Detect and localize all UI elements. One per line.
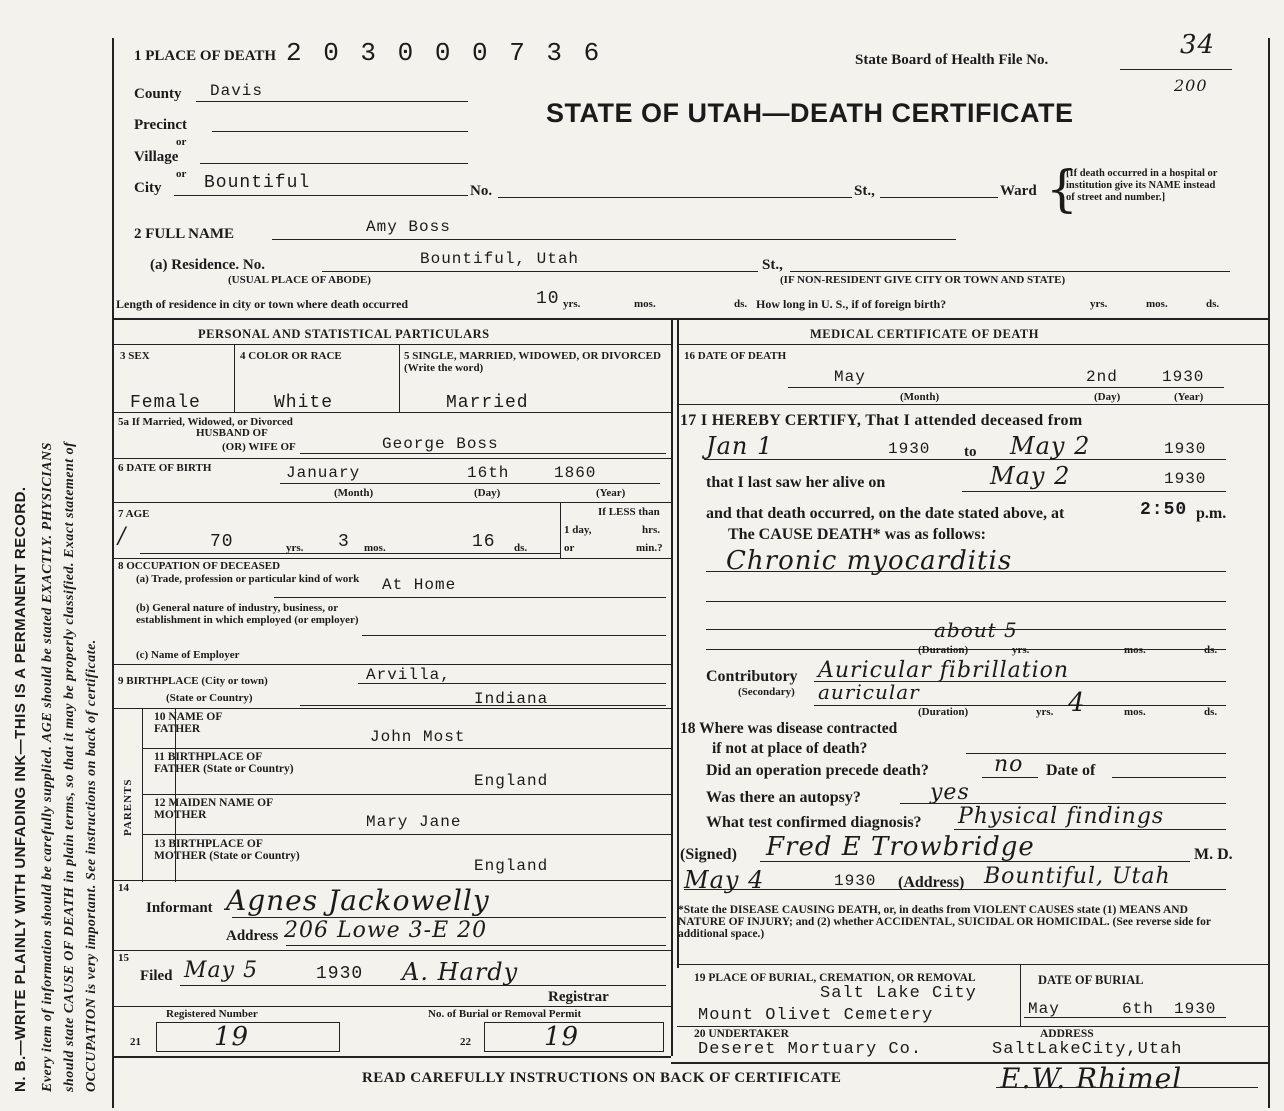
autopsy-label: Was there an autopsy? [706, 789, 861, 806]
full-name-label: 2 FULL NAME [134, 226, 235, 242]
burial-day: 6th [1122, 1000, 1154, 1018]
filed-date: May 5 [184, 958, 259, 983]
age-line [140, 536, 560, 554]
rule-after-mother [142, 834, 671, 835]
contrib-mos: mos. [1124, 706, 1146, 718]
signed-line [760, 846, 1190, 862]
full-name-value: Amy Boss [366, 218, 451, 236]
informant-label: Informant [146, 900, 213, 916]
attended-line [704, 442, 1226, 460]
cemetery-value: Mount Olivet Cemetery [698, 1006, 934, 1025]
contrib-duration-line [814, 692, 1226, 706]
age-label: 7 AGE [118, 508, 150, 520]
registered-number-label: Registered Number [166, 1008, 258, 1020]
operation-date-label: Date of [1046, 762, 1096, 779]
occupation-b-line [362, 622, 666, 636]
color-value: White [274, 393, 334, 413]
cause-line-1 [706, 556, 1226, 572]
informant-address-label: Address [226, 928, 279, 944]
street-label: St., [854, 183, 875, 199]
rule-after-sex [114, 412, 671, 413]
sex-label: 3 SEX [120, 350, 150, 362]
burial-place-value: Salt Lake City [820, 984, 977, 1003]
cause-duration-value: about 5 [934, 618, 1018, 642]
footer-signature-line [996, 1072, 1258, 1088]
rule-center-divider [671, 318, 673, 1056]
death-date-line [788, 370, 1224, 388]
death-day: 2nd [1086, 368, 1118, 386]
or-label-2: or [176, 168, 187, 180]
length-residence-label: Length of residence in city or town where death occurred [116, 297, 409, 311]
age-years: 70 [210, 532, 234, 552]
rule-after-husband [114, 458, 671, 459]
file-number-line [1120, 52, 1232, 70]
ward-line [880, 180, 998, 198]
birthplace-city: Arvilla, [366, 666, 451, 684]
last-saw-line [962, 474, 1226, 492]
undertaker-value: Deseret Mortuary Co. [698, 1040, 923, 1059]
death-month: May [834, 368, 866, 386]
employer-label: (c) Name of Employer [136, 649, 240, 661]
stamp-number: 2 0 3 0 0 0 7 3 6 [286, 38, 603, 68]
residence-label: (a) Residence. No. [150, 257, 265, 273]
dob-month-caption: (Month) [334, 487, 374, 499]
burial-permit-label: No. of Burial or Removal Permit [428, 1008, 582, 1020]
death-year-caption: (Year) [1174, 391, 1204, 403]
operation-label: Did an operation precede death? [706, 762, 929, 779]
length-mos: mos. [634, 298, 656, 310]
test-value: Physical findings [958, 804, 1165, 829]
rule-sex-color [234, 344, 235, 412]
permit-number: 19 [544, 1022, 580, 1052]
rule-parents-left [142, 708, 143, 882]
length-ds: ds. [734, 298, 748, 310]
marital-label: 5 SINGLE, MARRIED, WIDOWED, OR DIVORCED (Write the word) [404, 350, 661, 374]
rule-after-mother-bp [114, 880, 671, 881]
informant-address-line [286, 930, 666, 946]
medical-heading: MEDICAL CERTIFICATE OF DEATH [810, 327, 1039, 341]
burial-date-label: DATE OF BURIAL [1038, 973, 1144, 987]
city-value: Bountiful [204, 173, 311, 193]
filed-line [180, 970, 666, 986]
last-saw-year: 1930 [1164, 470, 1207, 488]
operation-value: no [994, 752, 1024, 777]
dob-line [280, 466, 660, 484]
operation-line [982, 762, 1038, 778]
husband-label-2: HUSBAND OF [196, 427, 268, 439]
signed-date: May 4 [684, 866, 765, 894]
permit-number-prefix: 22 [460, 1036, 471, 1048]
occupation-a-label: (a) Trade, profession or particular kind of work [136, 573, 360, 585]
undertaker-label: 20 UNDERTAKER [694, 1028, 789, 1040]
age-days: 16 [472, 532, 496, 552]
death-pm: p.m. [1196, 505, 1227, 522]
how-long-us-label: How long in U. S., if of foreign birth? [756, 297, 947, 311]
parents-label: PARENTS [122, 778, 134, 836]
hrs-label: hrs. [642, 524, 661, 536]
rule-bottom-left [114, 1056, 671, 1058]
residence-street-line [790, 254, 1230, 272]
registered-number: 19 [214, 1022, 250, 1052]
operation-date-line [1112, 762, 1226, 778]
cause-mos: mos. [1124, 644, 1146, 656]
county-value: Davis [210, 82, 264, 100]
burial-place-label: 19 PLACE OF BURIAL, CREMATION, OR REMOVAL [694, 972, 976, 984]
dob-year-caption: (Year) [596, 487, 626, 499]
death-occurred-label: and that death occurred, on the date stated above, at [706, 505, 1065, 522]
dob-month: January [286, 464, 361, 482]
place-of-death-label: 1 PLACE OF DEATH [134, 48, 277, 64]
birthplace-state-label: (State or Country) [166, 692, 253, 704]
rule-after-age [114, 558, 671, 559]
attended-to-date: May 2 [1010, 432, 1091, 460]
attended-to-year: 1930 [1164, 440, 1207, 458]
or-label-1: or [176, 136, 187, 148]
mother-birthplace-label: 13 BIRTHPLACE OF MOTHER (State or Country) [154, 838, 300, 862]
sex-value: Female [130, 393, 201, 413]
burial-date-line [1024, 1002, 1226, 1018]
color-label: 4 COLOR OR RACE [240, 350, 342, 362]
dob-day-caption: (Day) [474, 487, 501, 499]
age-mos-label: mos. [364, 542, 386, 554]
signed-address-label: (Address) [898, 874, 965, 891]
length-yrs: yrs. [563, 298, 581, 310]
informant-value: Agnes Jackowelly [226, 884, 490, 917]
rule-personal-head [114, 344, 671, 345]
filed-year: 1930 [316, 964, 364, 984]
mother-birthplace: England [474, 857, 549, 875]
less-than-label: If LESS than [598, 506, 660, 518]
occupation-label: 8 OCCUPATION OF DECEASED [118, 560, 281, 572]
mother-name-label: 12 MAIDEN NAME OF MOTHER [154, 797, 273, 821]
dob-day: 16th [467, 464, 510, 482]
file-number-label: State Board of Health File No. [855, 52, 1049, 68]
rule-before-registered [114, 1006, 671, 1007]
rule-age-lessthan [560, 502, 561, 558]
rule-burial-divider [1020, 964, 1021, 1026]
death-day-caption: (Day) [1094, 391, 1121, 403]
ward-label: Ward [1000, 183, 1037, 199]
husband-label-1: 5a If Married, Widowed, or Divorced [118, 416, 293, 428]
signed-label: (Signed) [680, 846, 737, 863]
county-label: County [134, 86, 182, 102]
certificate-title: STATE OF UTAH—DEATH CERTIFICATE [546, 98, 1074, 128]
residence-street-label: St., [762, 257, 783, 273]
contrib-duration-label: (Duration) [918, 706, 969, 718]
length-residence-value: 10 [536, 289, 560, 309]
signed-date-line [684, 874, 1226, 890]
cause-line-2 [706, 586, 1226, 602]
death-month-caption: (Month) [900, 391, 940, 403]
residence-value: Bountiful, Utah [420, 250, 580, 268]
husband-value: George Boss [382, 435, 499, 453]
rule-before-undertaker [677, 1026, 1270, 1027]
death-time: 2:50 [1140, 500, 1188, 520]
secondary-value: auricular [818, 680, 920, 704]
test-line [954, 814, 1226, 830]
attended-from-date: Jan 1 [706, 432, 774, 460]
birthplace-state-line [300, 692, 666, 706]
age-months: 3 [338, 532, 350, 552]
street-no-label: No. [470, 183, 493, 199]
rule-after-dob [114, 502, 671, 503]
signed-address: Bountiful, Utah [984, 864, 1171, 889]
min-label: min.? [636, 542, 663, 554]
margin-note-4: OCCUPATION is very important. See instructions on back of certificate. [84, 639, 99, 1092]
filed-by: A. Hardy [402, 958, 519, 986]
signed-year: 1930 [834, 872, 877, 890]
father-birthplace: England [474, 772, 549, 790]
personal-heading: PERSONAL AND STATISTICAL PARTICULARS [198, 327, 490, 341]
village-line [200, 146, 468, 164]
dob-year: 1860 [554, 464, 597, 482]
occupation-b-label: (b) General nature of industry, business, or establishment in which employed (or employer) [136, 602, 359, 626]
rule-color-marital [399, 344, 400, 412]
attended-from-year: 1930 [888, 440, 931, 458]
occupation-value: At Home [382, 576, 457, 594]
city-label: City [134, 180, 162, 196]
footer-instructions: READ CAREFULLY INSTRUCTIONS ON BACK OF CERTIFICATE [362, 1070, 842, 1086]
margin-note-1: N. B.—WRITE PLAINLY WITH UNFADING INK—THIS IS A PERMANENT RECORD. [12, 486, 29, 1092]
nonresident-note: (IF NON-RESIDENT GIVE CITY OR TOWN AND STATE) [780, 274, 1066, 286]
age-yrs-label: yrs. [286, 542, 304, 554]
certify-label: 17 I HEREBY CERTIFY, That I attended deceased from [680, 412, 1083, 429]
rule-after-occupation [114, 664, 671, 665]
filed-label: Filed [140, 968, 173, 984]
contrib-yrs: yrs. [1036, 706, 1054, 718]
last-saw-label: that I last saw her alive on [706, 474, 886, 491]
cause-yrs: yrs. [1012, 644, 1030, 656]
contrib-ds: ds. [1204, 706, 1218, 718]
undertaker-address-label: ADDRESS [1040, 1028, 1094, 1040]
age-slash: / [118, 524, 127, 549]
md-label: M. D. [1194, 846, 1233, 863]
birthplace-state: Indiana [474, 690, 549, 708]
informant-address: 206 Lowe 3-E 20 [284, 918, 488, 943]
cause-duration-label: (Duration) [918, 644, 969, 656]
how-long-yrs: yrs. [1090, 298, 1108, 310]
birthplace-city-line [358, 668, 666, 684]
marital-value: Married [446, 393, 529, 413]
mother-name: Mary Jane [366, 813, 462, 831]
precinct-label: Precinct [134, 117, 188, 133]
how-long-ds: ds. [1206, 298, 1220, 310]
registered-number-prefix: 21 [130, 1036, 141, 1048]
husband-label-3: (OR) WIFE OF [222, 441, 296, 453]
contributory-label: Contributory [706, 668, 798, 685]
occupation-line [274, 582, 666, 598]
death-year: 1930 [1162, 368, 1205, 386]
precinct-line [212, 114, 468, 132]
last-saw-date: May 2 [990, 462, 1071, 490]
rule-after-father [142, 748, 671, 749]
cause-label: The CAUSE DEATH* was as follows: [728, 526, 986, 543]
autopsy-value: yes [930, 780, 970, 805]
street-no-line [498, 180, 852, 198]
file-number-secondary: 200 [1174, 76, 1208, 95]
margin-note-3: should state CAUSE OF DEATH in plain terms, so that it may be properly classified. Exact statement of [62, 441, 77, 1092]
test-label: What test confirmed diagnosis? [706, 814, 922, 831]
dob-label: 6 DATE OF BIRTH [118, 462, 212, 474]
village-label: Village [134, 149, 179, 165]
attended-to-label: to [964, 444, 977, 460]
filed-number: 15 [118, 952, 129, 964]
or-label: or [564, 542, 575, 554]
father-name-label: 10 NAME OF FATHER [154, 711, 222, 735]
informant-line [232, 902, 666, 918]
rule-after-father-bp [142, 794, 671, 795]
signed-value: Fred E Trowbridge [766, 832, 1035, 862]
footer-signature: E.W. Rhimel [1000, 1062, 1183, 1095]
abode-note: (USUAL PLACE OF ABODE) [228, 274, 371, 286]
informant-number: 14 [118, 882, 129, 894]
cause-ds: ds. [1204, 644, 1218, 656]
hospital-note: [If death occurred in a hospital or institution give its NAME instead of street and number.] [1066, 168, 1218, 203]
rule-medical-head [677, 344, 1270, 345]
rule-after-death-date [677, 404, 1270, 405]
age-ds-label: ds. [514, 542, 528, 554]
burial-year: 1930 [1174, 1000, 1217, 1018]
contrib-duration-value: 4 [1068, 688, 1086, 718]
file-number: 34 [1180, 30, 1216, 60]
rule-center-divider-2 [677, 318, 679, 968]
burial-month: May [1028, 1000, 1060, 1018]
q18-label-2: if not at place of death? [712, 740, 868, 757]
hospital-brace: { [1046, 160, 1078, 218]
q18-label-1: 18 Where was disease contracted [680, 720, 898, 737]
rule-top-main [114, 318, 1270, 320]
secondary-label: (Secondary) [738, 686, 795, 698]
rule-before-burial [677, 964, 1270, 965]
how-long-mos: mos. [1146, 298, 1168, 310]
undertaker-address: SaltLakeCity,Utah [992, 1040, 1183, 1059]
rule-after-birthplace [114, 708, 671, 709]
date-of-death-label: 16 DATE OF DEATH [684, 350, 787, 362]
margin-note-2: Every item of information should be carefully supplied. AGE should be stated EXACTLY. PHYSICIANS [40, 442, 55, 1092]
rule-after-informant [114, 950, 671, 951]
contributory-value: Auricular fibrillation [818, 658, 1070, 683]
birthplace-label: 9 BIRTHPLACE (City or town) [118, 675, 268, 687]
registrar-label: Registrar [548, 989, 609, 1005]
one-day-label: 1 day, [564, 524, 592, 536]
father-name: John Most [370, 728, 466, 746]
father-birthplace-label: 11 BIRTHPLACE OF FATHER (State or Country) [154, 751, 294, 775]
cause-footnote: *State the DISEASE CAUSING DEATH, or, in deaths from VIOLENT CAUSES state (1) MEANS AND NATURE OF INJURY; and (2) whether ACCIDENTAL, SUICIDAL OR HOMICIDAL. (See reverse side for additional space.) [678, 904, 1211, 940]
cause-value: Chronic myocarditis [726, 546, 1013, 576]
autopsy-line [900, 788, 1226, 804]
